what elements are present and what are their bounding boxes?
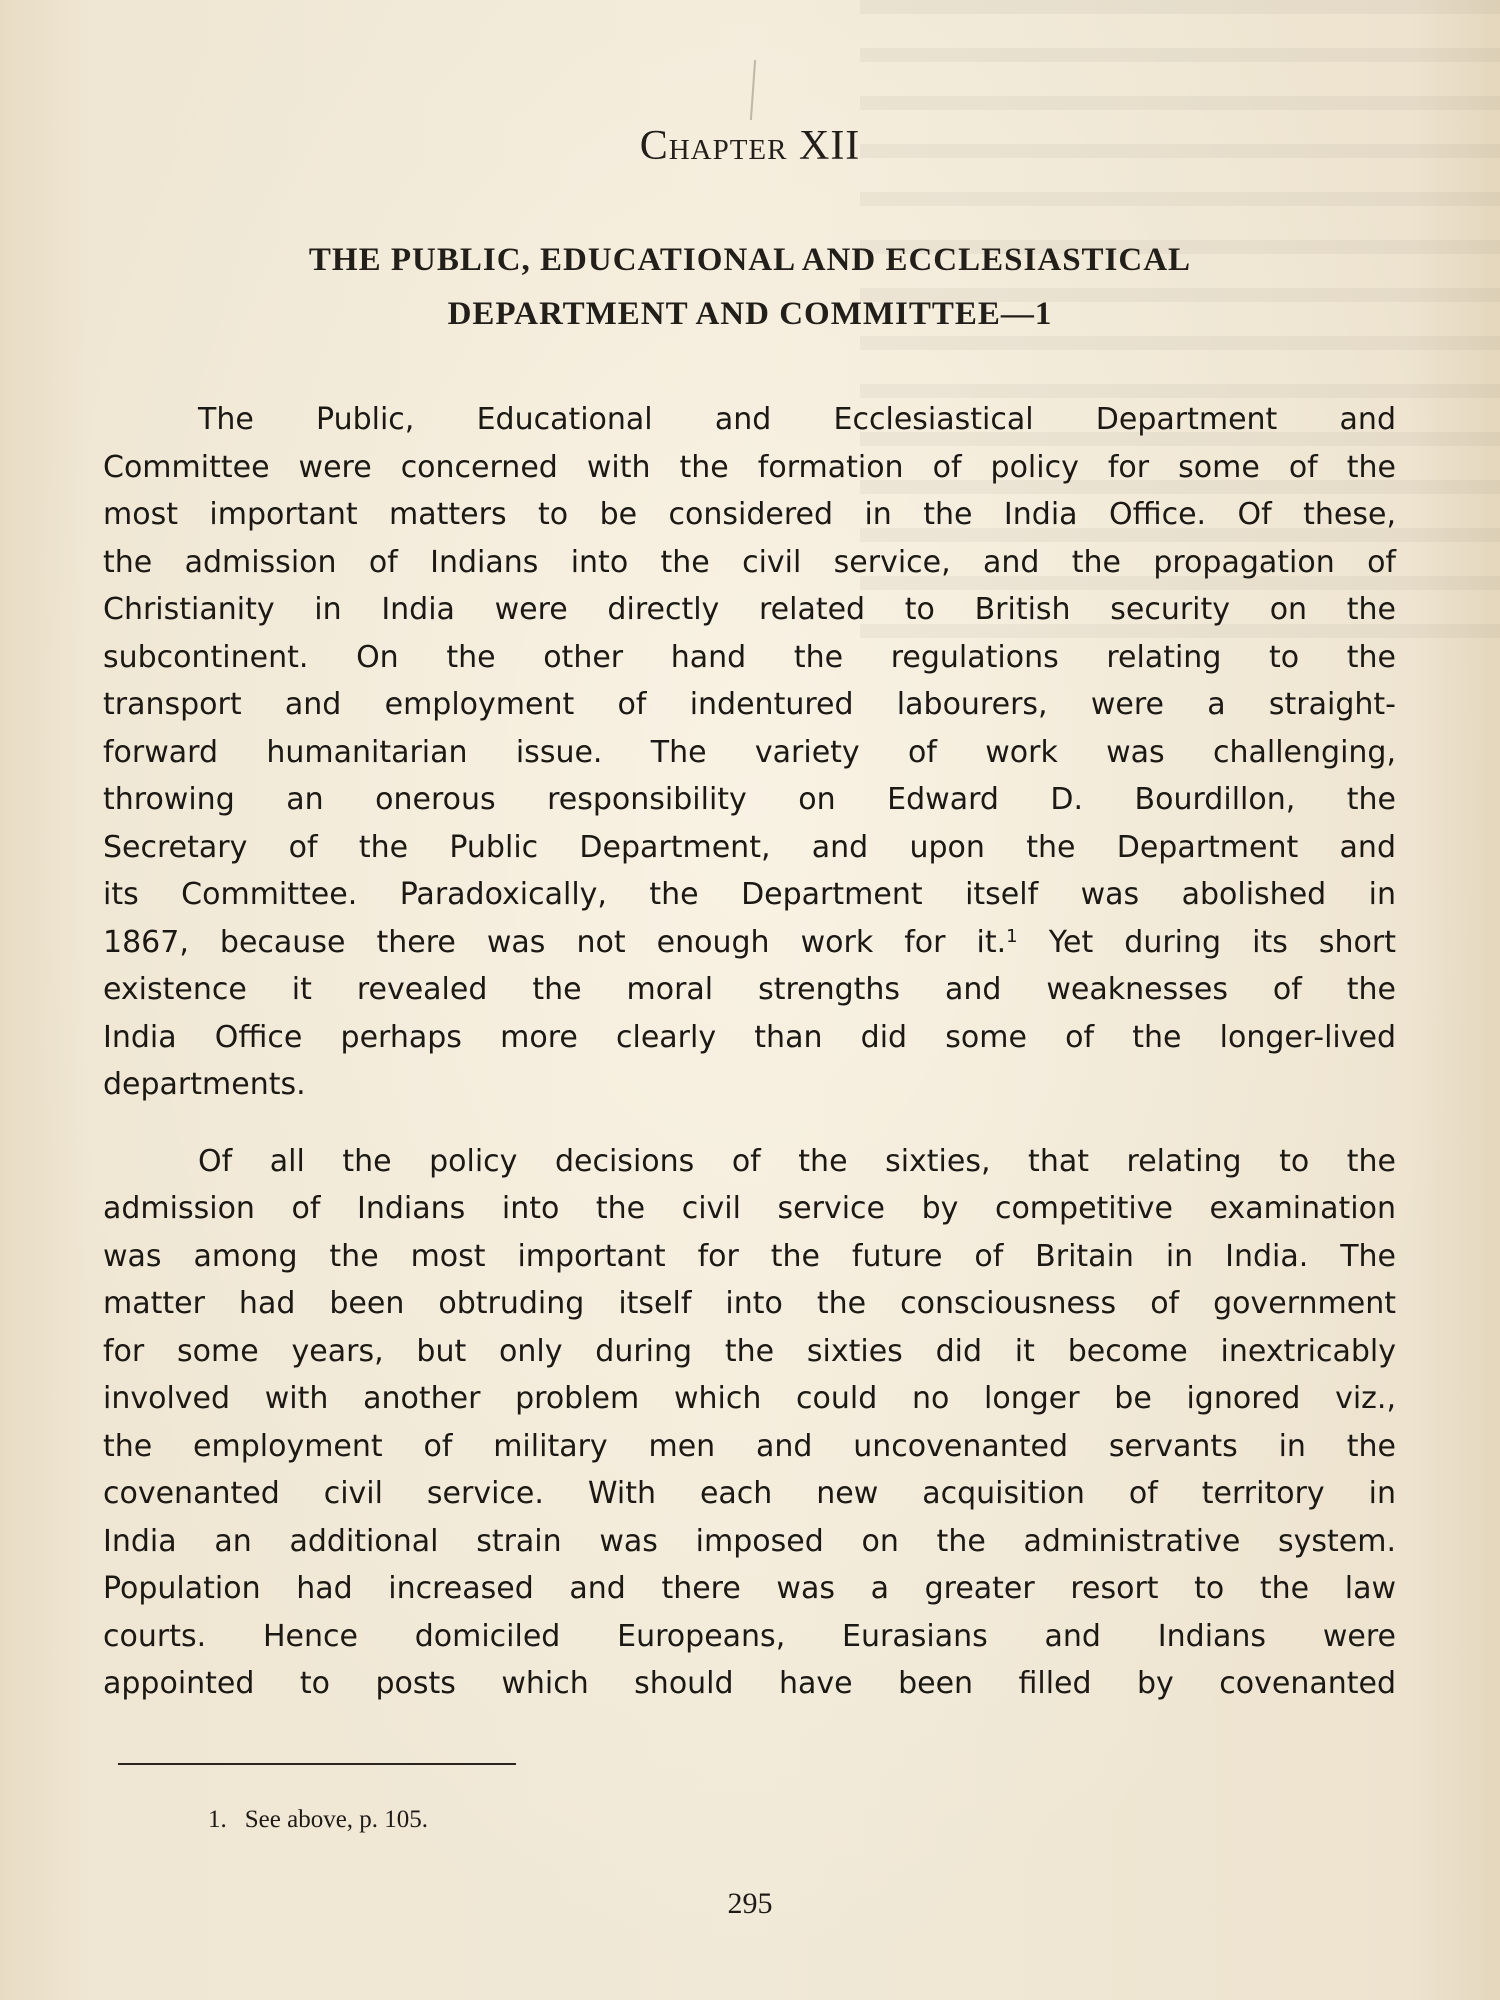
text-line: forward humanitarian issue. The variety of work was challenging,	[103, 734, 1396, 770]
paragraph-2	[103, 1138, 1396, 1708]
body-text	[103, 396, 1396, 1708]
footnote-reference[interactable]: 1	[1006, 925, 1018, 947]
chapter-title: Chapter XII	[639, 123, 861, 169]
text-line: India Office perhaps more clearly than did some of the longer-lived	[103, 1019, 1396, 1055]
text-line: departments.	[103, 1067, 306, 1102]
text-line: the employment of military men and uncovenanted servants in the	[103, 1428, 1396, 1464]
text-line-with-footnote	[103, 919, 1396, 967]
text-line: Population had increased and there was a greater resort to the law	[103, 1571, 1396, 1606]
page-crease	[750, 60, 756, 120]
text-line: was among the most important for the future of Britain in India. The	[103, 1238, 1396, 1274]
footnote-text: See above, p. 105.	[244, 1806, 429, 1833]
text-line: for some years, but only during the sixties did it become inextricably	[103, 1333, 1396, 1369]
text-line: the admission of Indians into the civil service, and the propagation of	[103, 544, 1396, 580]
text-line: Committee were concerned with the formation of policy for some of the	[103, 449, 1396, 485]
section-heading	[140, 233, 1360, 341]
footnote-divider	[118, 1763, 516, 1765]
text-segment: 1867, because there was not enough work for it.	[103, 924, 1007, 960]
heading-line: THE PUBLIC, EDUCATIONAL AND ECCLESIASTICAL	[308, 242, 1192, 278]
page-number: 295	[727, 1887, 773, 1920]
text-line: Secretary of the Public Department, and upon the Department and	[103, 829, 1396, 865]
text-line: its Committee. Paradoxically, the Department itself was abolished in	[103, 877, 1396, 912]
text-line: admission of Indians into the civil service by competitive examination	[103, 1191, 1396, 1226]
text-line: subcontinent. On the other hand the regulations relating to the	[103, 639, 1396, 675]
text-line: The Public, Educational and Ecclesiastical Department and	[198, 402, 1396, 437]
text-line: Of all the policy decisions of the sixties, that relating to the	[198, 1143, 1396, 1179]
text-line: throwing an onerous responsibility on Edward D. Bourdillon, the	[103, 782, 1396, 817]
text-line: existence it revealed the moral strengths and weaknesses of the	[103, 972, 1396, 1007]
text-line: India an additional strain was imposed on the administrative system.	[103, 1523, 1396, 1559]
text-line: most important matters to be considered in the India Office. Of these,	[103, 497, 1396, 532]
text-line: transport and employment of indentured labourers, were a straight-	[103, 687, 1396, 722]
text-line: matter had been obtruding itself into the consciousness of government	[103, 1286, 1396, 1321]
footnote-number: 1.	[208, 1806, 227, 1833]
text-line: covenanted civil service. With each new acquisition of territory in	[103, 1476, 1396, 1511]
text-line: courts. Hence domiciled Europeans, Eurasians and Indians were	[103, 1618, 1396, 1654]
text-line: involved with another problem which could no longer be ignored viz.,	[103, 1381, 1396, 1416]
text-line: appointed to posts which should have been filled by covenanted	[103, 1666, 1396, 1701]
text-line: Christianity in India were directly related to British security on the	[103, 592, 1396, 627]
paragraph-1	[103, 396, 1396, 1109]
footnote	[208, 1806, 428, 1834]
heading-line: DEPARTMENT AND COMMITTEE—1	[447, 296, 1053, 332]
text-segment: Yet during its short	[1048, 924, 1396, 960]
